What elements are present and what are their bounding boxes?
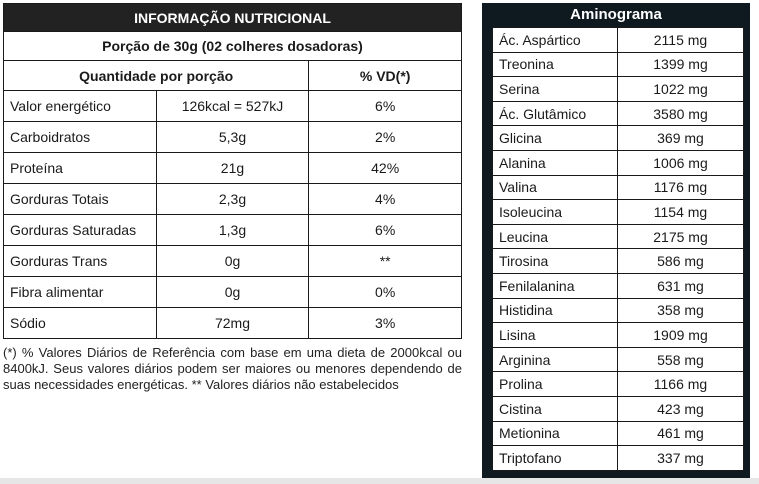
- amino-acid-value: 558 mg: [618, 347, 744, 372]
- aminogram-row: [493, 347, 744, 372]
- amino-acid-name: Metionina: [493, 421, 618, 446]
- amino-acid-value: 1909 mg: [618, 323, 744, 348]
- nutrient-name: Fibra alimentar: [4, 277, 157, 308]
- aminogram-table: [492, 27, 744, 471]
- nutrition-title: INFORMAÇÃO NUTRICIONAL: [4, 4, 462, 32]
- amino-acid-name: Alanina: [493, 150, 618, 175]
- amino-acid-name: Treonina: [493, 52, 618, 77]
- amino-acid-name: Triptofano: [493, 446, 618, 471]
- nutrition-footnote: (*) % Valores Diários de Referência com base em uma dieta de 2000kcal ou 8400kJ. Seus valores diários podem ser maiores ou menores dependendo de suas necessidades energéticas. ** Valores diários não estabelecidos: [3, 345, 462, 392]
- amino-acid-name: Valina: [493, 175, 618, 200]
- aminogram-row: [493, 273, 744, 298]
- amino-acid-value: 1176 mg: [618, 175, 744, 200]
- nutrient-quantity: 5,3g: [156, 122, 309, 153]
- aminogram-row: [493, 372, 744, 397]
- portion-label: Porção de 30g (02 colheres dosadoras): [4, 32, 462, 61]
- amino-acid-value: 423 mg: [618, 396, 744, 421]
- nutrient-name: Proteína: [4, 153, 157, 184]
- nutrient-vd: 0%: [309, 277, 462, 308]
- portion-row: [4, 32, 462, 61]
- nutrient-quantity: 0g: [156, 277, 309, 308]
- amino-acid-value: 369 mg: [618, 126, 744, 151]
- amino-acid-name: Tirosina: [493, 249, 618, 274]
- amino-acid-name: Serina: [493, 77, 618, 102]
- amino-acid-name: Leucina: [493, 224, 618, 249]
- nutrient-vd: 42%: [309, 153, 462, 184]
- amino-acid-value: 1166 mg: [618, 372, 744, 397]
- amino-acid-name: Ác. Aspártico: [493, 28, 618, 53]
- aminogram-row: [493, 150, 744, 175]
- aminogram-row: [493, 77, 744, 102]
- nutrient-name: Valor energético: [4, 91, 157, 122]
- nutrition-row: [4, 91, 462, 122]
- aminogram-row: [493, 28, 744, 53]
- amino-acid-name: Prolina: [493, 372, 618, 397]
- qty-column-header: Quantidade por porção: [4, 61, 309, 91]
- nutrient-name: Sódio: [4, 308, 157, 339]
- nutrient-quantity: 126kcal = 527kJ: [156, 91, 309, 122]
- nutrient-vd: 6%: [309, 215, 462, 246]
- aminogram-row: [493, 396, 744, 421]
- amino-acid-value: 1154 mg: [618, 200, 744, 225]
- nutrient-name: Gorduras Saturadas: [4, 215, 157, 246]
- amino-acid-value: 358 mg: [618, 298, 744, 323]
- amino-acid-value: 461 mg: [618, 421, 744, 446]
- nutrient-quantity: 72mg: [156, 308, 309, 339]
- amino-acid-name: Cistina: [493, 396, 618, 421]
- nutrient-vd: 6%: [309, 91, 462, 122]
- aminogram-row: [493, 200, 744, 225]
- nutrient-vd: 3%: [309, 308, 462, 339]
- nutrient-name: Carboidratos: [4, 122, 157, 153]
- amino-acid-value: 1399 mg: [618, 52, 744, 77]
- nutrition-facts-panel: [3, 3, 462, 339]
- amino-acid-name: Ác. Glutâmico: [493, 101, 618, 126]
- page-bottom-edge: [0, 478, 759, 484]
- amino-acid-value: 3580 mg: [618, 101, 744, 126]
- amino-acid-value: 1022 mg: [618, 77, 744, 102]
- aminogram-row: [493, 421, 744, 446]
- column-header-row: [4, 61, 462, 91]
- nutrition-row: [4, 122, 462, 153]
- nutrition-table: [3, 3, 462, 339]
- amino-acid-value: 2115 mg: [618, 28, 744, 53]
- aminogram-row: [493, 323, 744, 348]
- vd-column-header: % VD(*): [309, 61, 462, 91]
- aminogram-row: [493, 224, 744, 249]
- amino-acid-name: Arginina: [493, 347, 618, 372]
- aminogram-row: [493, 101, 744, 126]
- aminogram-row: [493, 126, 744, 151]
- aminogram-panel: [482, 3, 750, 479]
- amino-acid-name: Histidina: [493, 298, 618, 323]
- nutrient-name: Gorduras Trans: [4, 246, 157, 277]
- amino-acid-name: Fenilalanina: [493, 273, 618, 298]
- amino-acid-value: 586 mg: [618, 249, 744, 274]
- aminogram-row: [493, 298, 744, 323]
- nutrition-row: [4, 246, 462, 277]
- nutrition-row: [4, 153, 462, 184]
- amino-acid-value: 337 mg: [618, 446, 744, 471]
- nutrient-quantity: 21g: [156, 153, 309, 184]
- nutrition-title-row: [4, 4, 462, 32]
- aminogram-row: [493, 175, 744, 200]
- nutrient-quantity: 2,3g: [156, 184, 309, 215]
- amino-acid-value: 2175 mg: [618, 224, 744, 249]
- amino-acid-value: 631 mg: [618, 273, 744, 298]
- nutrition-row: [4, 308, 462, 339]
- amino-acid-name: Isoleucina: [493, 200, 618, 225]
- amino-acid-name: Glicina: [493, 126, 618, 151]
- aminogram-row: [493, 446, 744, 471]
- nutrition-row: [4, 184, 462, 215]
- amino-acid-value: 1006 mg: [618, 150, 744, 175]
- aminogram-row: [493, 249, 744, 274]
- nutrient-name: Gorduras Totais: [4, 184, 157, 215]
- nutrient-vd: 2%: [309, 122, 462, 153]
- aminogram-title: Aminograma: [570, 6, 662, 23]
- nutrient-vd: **: [309, 246, 462, 277]
- nutrient-quantity: 1,3g: [156, 215, 309, 246]
- nutrient-vd: 4%: [309, 184, 462, 215]
- nutrition-row: [4, 215, 462, 246]
- nutrition-row: [4, 277, 462, 308]
- nutrient-quantity: 0g: [156, 246, 309, 277]
- aminogram-row: [493, 52, 744, 77]
- amino-acid-name: Lisina: [493, 323, 618, 348]
